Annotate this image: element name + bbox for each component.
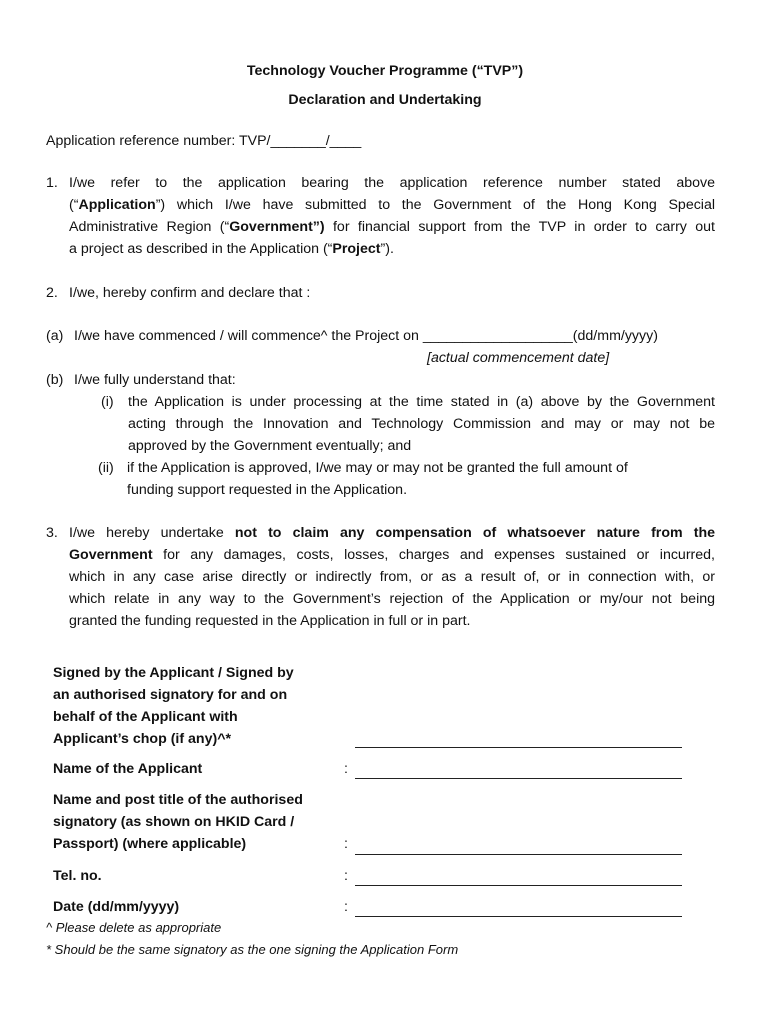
item-2b-ii-line-2: funding support requested in the Application. — [127, 482, 408, 498]
item-2b-i-line-3: approved by the Government eventually; and — [128, 438, 412, 454]
date-colon: : — [344, 899, 348, 915]
item-2a-text: I/we have commenced / will commence^ the Project on ___________________(dd/mm/yyyy) — [74, 328, 658, 344]
item-2b-text: I/we fully understand that: — [74, 372, 236, 388]
item-2b-ii-line-1: if the Application is approved, I/we may or may not be granted the full amount of — [127, 460, 628, 476]
item-2b-i-line-2: acting through the Innovation and Technology Commission and may or may not be — [128, 416, 715, 432]
item-1-line-1: I/we refer to the application bearing the application reference number stated above — [69, 175, 715, 191]
item-1-paragraph — [69, 172, 715, 260]
document-subtitle: Declaration and Undertaking — [288, 92, 482, 108]
item-3-number: 3. — [46, 525, 58, 541]
applicant-name-colon: : — [344, 761, 348, 777]
item-1-line-3: Administrative Region (“Government”) for financial support from the TVP in order to carry out — [69, 219, 715, 235]
item-2a-label: (a) — [46, 328, 64, 344]
item-1-number: 1. — [46, 175, 58, 191]
date-line[interactable] — [355, 916, 682, 917]
tel-no-colon: : — [344, 868, 348, 884]
applicant-name-line[interactable] — [355, 778, 682, 779]
item-3-line-3: which in any case arise directly or indirectly from, or as a result of, or in connection with, or — [69, 569, 715, 585]
authorised-signatory-label: Name and post title of the authorised signatory (as shown on HKID Card / Passport) (where applicable) — [53, 792, 303, 852]
item-2-number: 2. — [46, 285, 58, 301]
commencement-date-hint: [actual commencement date] — [427, 350, 610, 366]
authorised-signatory-line[interactable] — [355, 854, 682, 855]
item-2b-i-line-1: the Application is under processing at the time stated in (a) above by the Government — [128, 394, 715, 410]
application-reference-line: Application reference number: TVP/_______/____ — [46, 133, 362, 149]
item-3-paragraph — [69, 522, 715, 632]
tel-no-line[interactable] — [355, 885, 682, 886]
item-1-line-2: (“Application”) which I/we have submitted to the Government of the Hong Kong Special — [69, 197, 715, 213]
signed-by-label: Signed by the Applicant / Signed by an authorised signatory for and on behalf of the Applicant with Applicant’s chop (if any)^* — [53, 665, 294, 747]
item-2b-label: (b) — [46, 372, 64, 388]
footnote-signatory: * Should be the same signatory as the one signing the Application Form — [46, 942, 459, 957]
tel-no-label: Tel. no. — [53, 868, 102, 884]
item-1-line-4: a project as described in the Application (“Project”). — [69, 241, 394, 257]
item-3-line-5: granted the funding requested in the Application in full or in part. — [69, 613, 471, 629]
signature-line[interactable] — [355, 747, 682, 748]
document-title: Technology Voucher Programme (“TVP”) — [246, 63, 524, 79]
item-2b-i-paragraph — [128, 391, 715, 457]
item-3-line-1: I/we hereby undertake not to claim any compensation of whatsoever nature from the — [69, 525, 716, 541]
applicant-name-label: Name of the Applicant — [53, 761, 203, 777]
item-2b-ii-label: (ii) — [98, 460, 114, 476]
footnote-delete: ^ Please delete as appropriate — [46, 920, 222, 935]
date-label: Date (dd/mm/yyyy) — [53, 899, 180, 915]
item-3-line-4: which relate in any way to the Government’s rejection of the Application or my/our not being — [69, 591, 715, 607]
authorised-signatory-colon: : — [344, 836, 348, 852]
item-2b-i-label: (i) — [101, 394, 114, 410]
item-3-line-2: Government for any damages, costs, losses, charges and expenses sustained or incurred, — [69, 547, 715, 563]
item-2-text: I/we, hereby confirm and declare that : — [69, 285, 311, 301]
item-2b-ii-paragraph — [127, 457, 628, 501]
